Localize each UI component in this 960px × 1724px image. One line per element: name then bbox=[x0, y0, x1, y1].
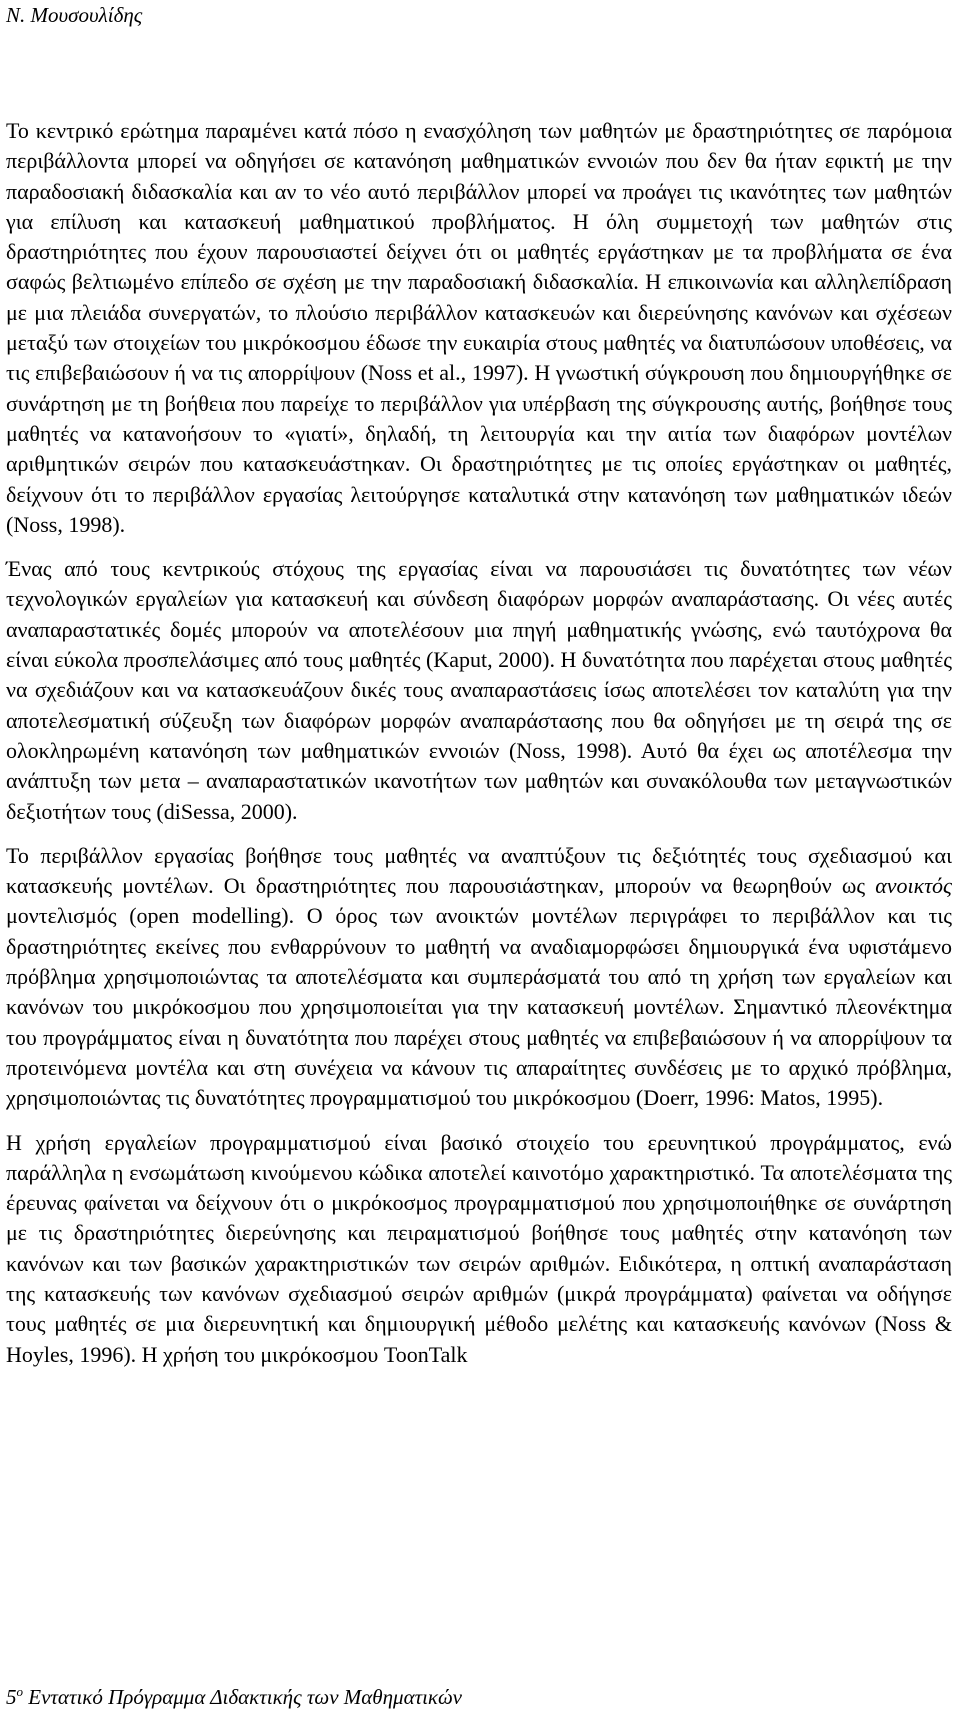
paragraph-3 bbox=[6, 841, 952, 1114]
paragraph-2: Ένας από τους κεντρικούς στόχους της εργασίας είναι να παρουσιάσει τις δυνατότητες των νέων τεχνολογικών εργαλείων για κατασκευή και σύνδεση διαφόρων μορφών αναπαράστασης. Οι νέες αυτές αναπαραστατικές δομές μπορούν να αποτελέσουν μια πηγή μαθηματικής γνώσης, ενώ ταυτόχρονα θα είναι εύκολα προσπελάσιμες από τους μαθητές (Kaput, 2000). Η δυνατότητα που παρέχεται στους μαθητές να σχεδιάζουν και να κατασκευάζουν δικές τους αναπαραστάσεις ίσως αποτελέσει τον καταλύτη για την αποτελεσματική σύζευξη των διαφόρων μορφών αναπαράστασης που θα οδηγήσει με τη σειρά της σε ολοκληρωμένη κατανόηση των μαθηματικών εννοιών (Noss, 1998). Αυτό θα έχει ως αποτέλεσμα την ανάπτυξη των μετα – αναπαραστατικών ικανοτήτων των μαθητών και συνακόλουθα των μεταγνωστικών δεξιοτήτων τους (diSessa, 2000). bbox=[6, 556, 952, 824]
edition-number: 5 bbox=[6, 1685, 17, 1709]
edition-superscript: ο bbox=[16, 1684, 23, 1699]
paragraph-3-text-b: μοντελισμός (open modelling). Ο όρος των ανοικτών μοντέλων περιγράφει το περιβάλλον και τις δραστηριότητες εκείνες που ενθαρρύνουν το μαθητή να αναδιαμορφώσει δημιουργικά ένα υφιστάμενο πρόβλημα χρησιμοποιώντας τα αποτελέσματα και συμπεράσματά του από τη χρήση των εργαλείων και κανόνων του μικρόκοσμου που χρησιμοποιείται για την κατασκευή μοντέλων. Σημαντικό πλεονέκτημα του προγράμματος είναι η δυνατότητα που παρέχει στους μαθητές να επιβεβαιώσουν ή να απορρίψουν τα προτεινόμενα μοντέλα και στη συνέχεια να κάνουν τις απαραίτητες συνδέσεις με το αρχικό πρόβλημα, χρησιμοποιώντας τις δυνατότητες προγραμματισμού του μικρόκοσμου (Doerr, 1996: Matos, 1995). bbox=[6, 903, 952, 1111]
running-head: N. Μουσουλίδης bbox=[6, 3, 143, 27]
paragraph-1: Το κεντρικό ερώτημα παραμένει κατά πόσο η ενασχόληση των μαθητών με δραστηριότητες σε παρόμοια περιβάλλοντα μπορεί να οδηγήσει σε κατανόηση μαθηματικών εννοιών που δεν θα ήταν εφικτή με την παραδοσιακή διδασκαλία και αν το νέο αυτό περιβάλλον μπορεί να προάγει τις ικανότητες των μαθητών για επίλυση και κατασκευή μαθηματικού προβλήματος. Η όλη συμμετοχή των μαθητών στις δραστηριότητες που έχουν παρουσιαστεί δείχνει ότι οι μαθητές εργάστηκαν με τα προβλήματα σε ένα σαφώς βελτιωμένο επίπεδο σε σχέση με την παραδοσιακή διδασκαλία. Η επικοινωνία και αλληλεπίδραση με μια πλειάδα συνεργατών, το πλούσιο περιβάλλον κατασκευών και διερεύνησης κανόνων και σχέσεων μεταξύ των στοιχείων του μικρόκοσμου έδωσε την ευκαιρία στους μαθητές να διατυπώσουν υποθέσεις, να τις επιβεβαιώσουν ή να τις απορρίψουν (Noss et al., 1997). Η γνωστική σύγκρουση που δημιουργήθηκε σε συνάρτηση με τη βοήθεια που παρείχε το περιβάλλον για υπέρβαση της σύγκρουσης αυτής, βοήθησε τους μαθητές να κατανοήσουν το «γιατί», δηλαδή, τη λειτουργία και την αιτία των διαφόρων μοντέλων αριθμητικών σειρών που κατασκευάστηκαν. Οι δραστηριότητες με τις οποίες εργάστηκαν οι μαθητές, δείχνουν ότι το περιβάλλον εργασίας λειτούργησε καταλυτικά στην κατανόηση των μαθηματικών ιδεών (Noss, 1998). bbox=[6, 118, 952, 537]
conference-title: Εντατικό Πρόγραμμα Διδακτικής των Μαθηματικών bbox=[23, 1685, 462, 1709]
page-footer bbox=[6, 1684, 462, 1710]
paragraph-3-text-a: Το περιβάλλον εργασίας βοήθησε τους μαθητές να αναπτύξουν τις δεξιότητές τους σχεδιασμού και κατασκευής μοντέλων. Οι δραστηριότητες που παρουσιάστηκαν, μπορούν να θεωρηθούν ως bbox=[6, 842, 952, 899]
italic-term-anoiktos: ανοικτός bbox=[875, 873, 952, 899]
paragraph-4: Η χρήση εργαλείων προγραμματισμού είναι βασικό στοιχείο του ερευνητικού προγράμματος, ενώ παράλληλα η ενσωμάτωση κινούμενου κώδικα αποτελεί καινοτόμο χαρακτηριστικό. Τα αποτελέσματα της έρευνας φαίνεται να δείχνουν ότι ο μικρόκοσμος προγραμματισμού που χρησιμοποιήθηκε σε συνάρτηση με τις δραστηριότητες διερεύνησης και πειραματισμού βοήθησε τους μαθητές στην κατανόηση των κανόνων και των βασικών χαρακτηριστικών των σειρών αριθμών. Ειδικότερα, η οπτική αναπαράσταση της κατασκευής των κανόνων σχεδιασμού σειρών αριθμών (μικρά προγράμματα) φαίνεται να οδήγησε τους μαθητές σε μια διερευνητική και δημιουργική μέθοδο μελέτης και κατασκευής κανόνων (Noss & Hoyles, 1996). Η χρήση του μικρόκοσμου ToonTalk bbox=[6, 1129, 952, 1367]
body-text bbox=[6, 116, 952, 1384]
